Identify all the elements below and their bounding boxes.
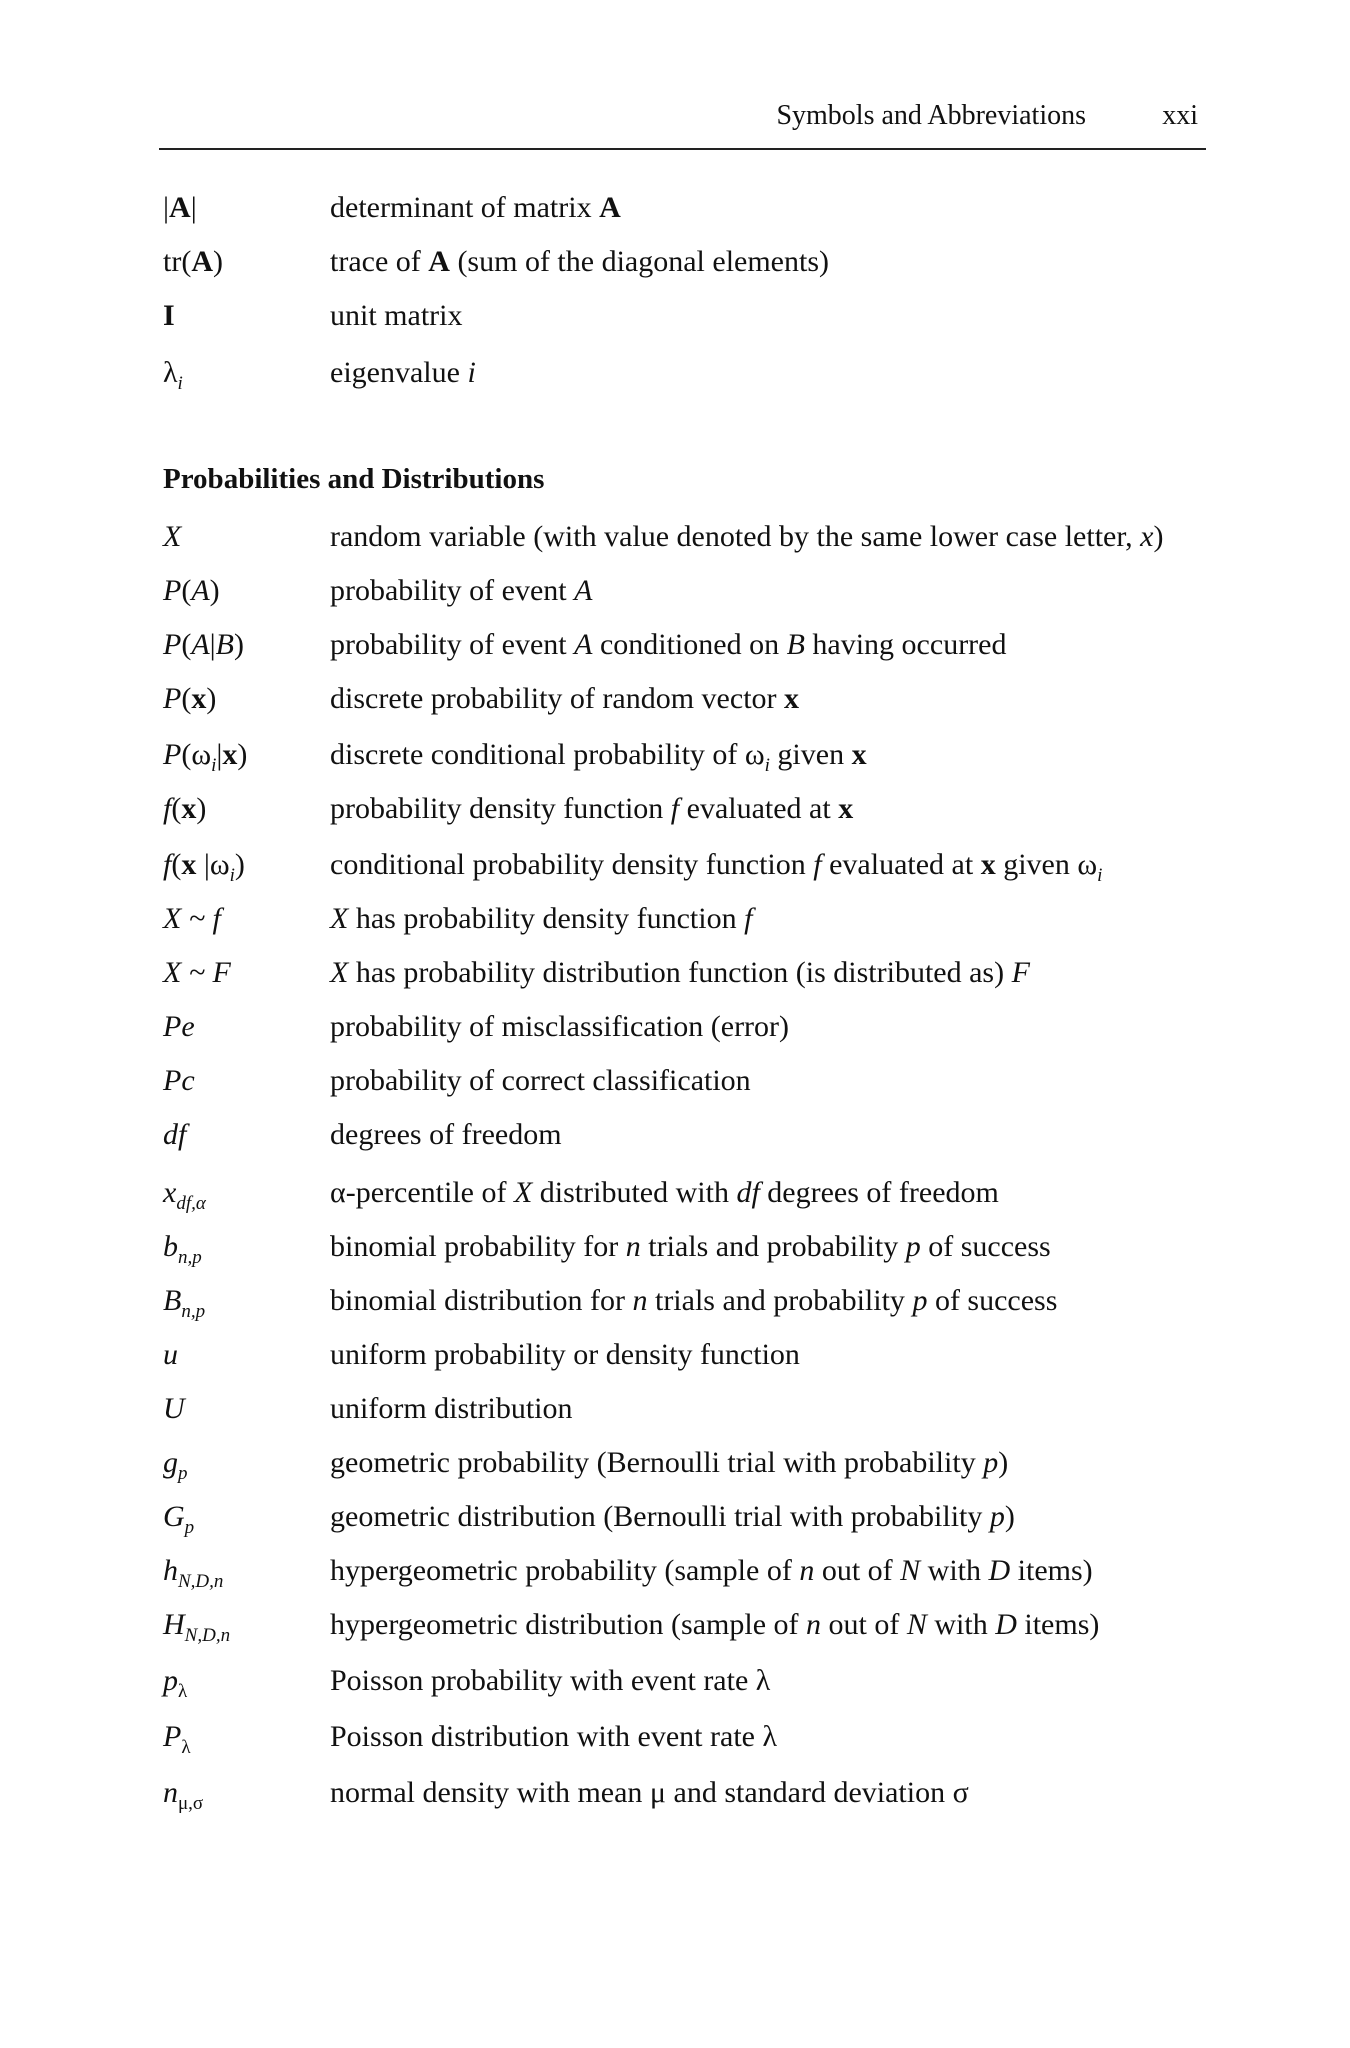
description: unit matrix [330, 299, 463, 332]
glossary-row [163, 238, 1193, 286]
symbol: f(x $|\omega_i$) [163, 848, 245, 886]
symbol: $b_{n,p}$ [163, 1230, 202, 1268]
symbol: $H_{N,D,n}$ [163, 1608, 231, 1646]
description: determinant of matrix A [330, 191, 621, 224]
description: eigenvalue i [330, 356, 476, 389]
glossary-row [163, 949, 1193, 997]
glossary-row [163, 292, 1193, 340]
description: Poisson distribution with event rate λ [330, 1720, 778, 1753]
glossary-row [163, 1601, 1193, 1649]
description: probability density function f evaluated at x [330, 792, 854, 825]
glossary-row [163, 513, 1193, 561]
symbol: $n_{\mu,\sigma}$ [163, 1776, 204, 1814]
running-head [159, 96, 1206, 150]
description: geometric distribution (Bernoulli trial with probability p) [330, 1500, 1015, 1533]
glossary-row [163, 349, 1193, 397]
glossary-row [163, 1223, 1193, 1271]
page-number: xxi [1162, 100, 1198, 131]
description: Poisson probability with event rate λ [330, 1664, 771, 1697]
symbol: X ~ F [163, 956, 231, 989]
symbol: P(A|B) [163, 628, 244, 661]
symbol: P(A) [163, 574, 220, 607]
glossary-row [163, 1657, 1193, 1705]
symbol: $x_{df,\alpha}$ [163, 1176, 206, 1214]
description: X has probability density function f [330, 902, 753, 935]
description: binomial probability for n trials and probability p of success [330, 1230, 1051, 1263]
symbol: $p_\lambda$ [163, 1664, 188, 1702]
glossary-row [163, 1769, 1193, 1817]
symbol: $P(\omega_i|x)$ [163, 738, 248, 776]
description: degrees of freedom [330, 1118, 562, 1151]
running-head-title: Symbols and Abbreviations [776, 100, 1086, 131]
section-heading: Probabilities and Distributions [163, 463, 545, 495]
glossary-row [163, 675, 1193, 723]
symbol: $h_{N,D,n}$ [163, 1554, 224, 1592]
description: X has probability distribution function (is distributed as) F [330, 956, 1030, 989]
glossary-row [163, 567, 1193, 615]
glossary-row [163, 1111, 1193, 1159]
symbol: |A| [163, 191, 197, 224]
description: uniform distribution [330, 1392, 573, 1425]
description: α-percentile of X distributed with df degrees of freedom [330, 1176, 999, 1209]
symbol: X ~ f [163, 902, 221, 935]
symbol: Pe [163, 1010, 195, 1043]
symbol: u [163, 1338, 178, 1371]
symbol: U [163, 1392, 185, 1425]
description: hypergeometric probability (sample of n out of N with D items) [330, 1554, 1093, 1587]
description: uniform probability or density function [330, 1338, 800, 1371]
glossary-row [163, 731, 1193, 779]
symbol: $G_p$ [163, 1500, 195, 1538]
description: random variable (with value denoted by the same lower case letter, x) [330, 520, 1164, 553]
glossary-row [163, 1277, 1193, 1325]
glossary-row [163, 841, 1193, 889]
description: discrete probability of random vector x [330, 682, 800, 715]
description: trace of A (sum of the diagonal elements) [330, 245, 829, 278]
glossary-row [163, 1713, 1193, 1761]
description: probability of correct classification [330, 1064, 751, 1097]
glossary-row [163, 184, 1193, 232]
glossary-row [163, 1493, 1193, 1541]
description: geometric probability (Bernoulli trial with probability p) [330, 1446, 1009, 1479]
glossary-row [163, 1003, 1193, 1051]
glossary-row [163, 1169, 1193, 1217]
description: binomial distribution for n trials and probability p of success [330, 1284, 1058, 1317]
glossary-row [163, 785, 1193, 833]
symbol: tr(A) [163, 245, 223, 278]
glossary-row [163, 621, 1193, 669]
description: normal density with mean μ and standard deviation σ [330, 1776, 969, 1809]
glossary-row [163, 1439, 1193, 1487]
glossary-row [163, 895, 1193, 943]
description: hypergeometric distribution (sample of n out of N with D items) [330, 1608, 1100, 1641]
symbol: X [163, 520, 182, 553]
symbol: $B_{n,p}$ [163, 1284, 206, 1322]
description: discrete conditional probability of $\omega_i$ given x [330, 738, 867, 776]
glossary-row [163, 1547, 1193, 1595]
symbol: df [163, 1118, 187, 1151]
symbol: Pc [163, 1064, 195, 1097]
symbol: I [163, 299, 175, 332]
symbol: P(x) [163, 682, 217, 715]
description: probability of event A conditioned on B having occurred [330, 628, 1007, 661]
symbol: $g_p$ [163, 1446, 188, 1484]
glossary-row [163, 1057, 1193, 1105]
description: probability of event A [330, 574, 593, 607]
description: conditional probability density function f evaluated at x given $\omega_i$ [330, 848, 1103, 886]
symbol: $\lambda_i$ [163, 356, 183, 394]
symbol: f(x) [163, 792, 207, 825]
symbol: $P_\lambda$ [163, 1720, 191, 1758]
glossary-row [163, 1331, 1193, 1379]
glossary-row [163, 1385, 1193, 1433]
description: probability of misclassification (error) [330, 1010, 790, 1043]
